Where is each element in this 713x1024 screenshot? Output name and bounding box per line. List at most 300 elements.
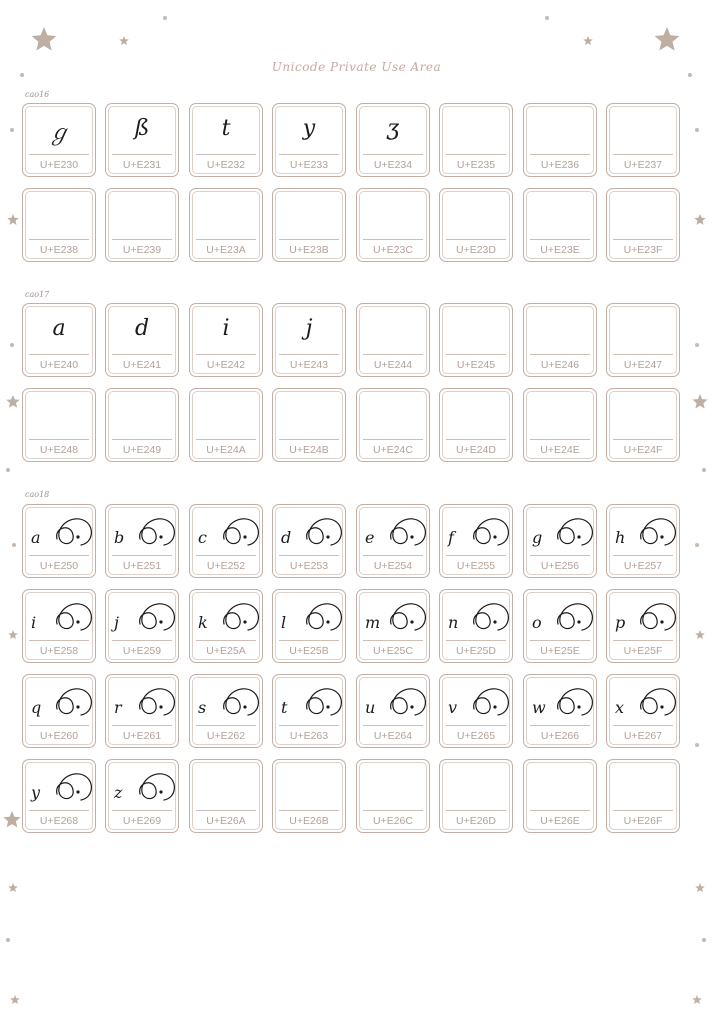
swash-stroke <box>558 604 593 630</box>
swash-stroke <box>474 519 509 545</box>
swash-letter: d <box>281 528 292 547</box>
swash-glyph <box>528 600 594 640</box>
swash-dot <box>577 705 580 708</box>
codepoint-label: U+E258 <box>39 645 79 657</box>
swash-glyph <box>528 515 594 555</box>
codepoint-label: U+E243 <box>289 359 329 371</box>
decor-dot <box>702 938 706 942</box>
star-icon <box>118 35 130 47</box>
glyph-cell[interactable] <box>439 589 513 663</box>
swash-dot <box>326 535 329 538</box>
swash-dot <box>493 620 496 623</box>
swash-glyph <box>277 685 343 725</box>
swash-letter: w <box>532 698 546 717</box>
star-icon <box>691 393 709 411</box>
baseline-divider <box>530 810 590 811</box>
swash-glyph <box>194 685 260 725</box>
swash-stroke <box>641 604 676 630</box>
swash-glyph <box>361 600 427 640</box>
glyph-cell[interactable] <box>272 589 346 663</box>
baseline-divider <box>530 555 590 556</box>
codepoint-label: U+E25B <box>289 645 329 657</box>
glyph-char: ß <box>134 116 150 141</box>
codepoint-label: U+E26B <box>289 815 329 827</box>
swash-stroke <box>391 519 426 545</box>
glyph-cell[interactable] <box>356 759 430 833</box>
swash-letter: r <box>114 698 122 717</box>
codepoint-label: U+E26D <box>456 815 496 827</box>
baseline-divider <box>29 439 89 440</box>
decor-dot <box>6 938 10 942</box>
swash-letter: k <box>198 613 208 632</box>
glyph-cell[interactable] <box>439 759 513 833</box>
codepoint-label: U+E257 <box>623 560 663 572</box>
codepoint-label: U+E256 <box>540 560 580 572</box>
decor-dot <box>6 468 10 472</box>
glyph-char: ʒ <box>386 116 400 141</box>
codepoint-label: U+E231 <box>122 159 162 171</box>
codepoint-label: U+E265 <box>456 730 496 742</box>
baseline-divider <box>530 439 590 440</box>
glyph-cell[interactable] <box>189 674 263 748</box>
codepoint-label: U+E235 <box>456 159 496 171</box>
swash-letter: m <box>365 613 381 632</box>
baseline-divider <box>446 725 506 726</box>
baseline-divider <box>196 439 256 440</box>
swash-dot <box>493 705 496 708</box>
swash-dot <box>76 790 79 793</box>
codepoint-label: U+E259 <box>122 645 162 657</box>
glyph-cell[interactable] <box>105 504 179 578</box>
codepoint-label: U+E26F <box>623 815 663 827</box>
baseline-divider <box>613 439 673 440</box>
glyph-char: d <box>134 316 150 341</box>
swash-stroke <box>140 689 175 715</box>
baseline-divider <box>196 810 256 811</box>
baseline-divider <box>29 555 89 556</box>
baseline-divider <box>29 810 89 811</box>
glyph-cell[interactable] <box>606 759 680 833</box>
glyph-cell[interactable] <box>606 388 680 462</box>
glyph-char: y <box>302 116 316 141</box>
glyph-cell[interactable] <box>606 589 680 663</box>
codepoint-label: U+E24A <box>206 444 246 456</box>
baseline-divider <box>112 810 172 811</box>
swash-letter: u <box>365 698 376 717</box>
star-icon <box>9 994 21 1006</box>
swash-dot <box>159 790 162 793</box>
glyph-cell[interactable] <box>272 674 346 748</box>
glyph-cell[interactable] <box>105 759 179 833</box>
swash-dot <box>243 620 246 623</box>
baseline-divider <box>363 354 423 355</box>
codepoint-label: U+E230 <box>39 159 79 171</box>
page-title: Unicode Private Use Area <box>271 60 442 74</box>
codepoint-label: U+E269 <box>122 815 162 827</box>
baseline-divider <box>530 640 590 641</box>
glyph-cell[interactable] <box>523 674 597 748</box>
decor-dot <box>688 73 692 77</box>
baseline-divider <box>446 154 506 155</box>
baseline-divider <box>446 239 506 240</box>
star-icon <box>691 994 703 1006</box>
codepoint-label: U+E233 <box>289 159 329 171</box>
glyph-cell[interactable] <box>439 303 513 377</box>
baseline-divider <box>530 154 590 155</box>
swash-stroke <box>641 519 676 545</box>
codepoint-label: U+E241 <box>122 359 162 371</box>
glyph-cell[interactable] <box>356 388 430 462</box>
glyph-char: i <box>222 316 230 341</box>
codepoint-label: U+E249 <box>122 444 162 456</box>
glyph-cell[interactable] <box>523 388 597 462</box>
swash-glyph <box>611 515 677 555</box>
glyph-cell[interactable] <box>22 674 96 748</box>
codepoint-label: U+E245 <box>456 359 496 371</box>
swash-dot <box>326 620 329 623</box>
swash-stroke <box>57 519 92 545</box>
glyph-cell[interactable] <box>606 103 680 177</box>
swash-stroke <box>474 689 509 715</box>
swash-stroke <box>224 604 259 630</box>
glyph-cell[interactable] <box>22 388 96 462</box>
baseline-divider <box>29 640 89 641</box>
codepoint-label: U+E25D <box>456 645 496 657</box>
glyph-cell[interactable] <box>22 188 96 262</box>
glyph-cell[interactable] <box>189 589 263 663</box>
baseline-divider <box>363 239 423 240</box>
codepoint-label: U+E247 <box>623 359 663 371</box>
swash-stroke <box>57 689 92 715</box>
baseline-divider <box>29 354 89 355</box>
swash-stroke <box>224 519 259 545</box>
star-icon <box>693 213 707 227</box>
glyph-cell[interactable] <box>189 759 263 833</box>
section-label: cao18 <box>25 490 50 499</box>
decor-dot <box>702 468 706 472</box>
baseline-divider <box>446 810 506 811</box>
glyph-char: t <box>221 116 231 141</box>
baseline-divider <box>112 239 172 240</box>
swash-letter: o <box>532 613 542 632</box>
codepoint-label: U+E23E <box>540 244 580 256</box>
swash-dot <box>159 620 162 623</box>
codepoint-label: U+E266 <box>540 730 580 742</box>
baseline-divider <box>196 555 256 556</box>
codepoint-label: U+E23B <box>289 244 329 256</box>
glyph-cell[interactable] <box>523 589 597 663</box>
swash-stroke <box>391 689 426 715</box>
codepoint-label: U+E248 <box>39 444 79 456</box>
swash-glyph <box>27 685 93 725</box>
baseline-divider <box>279 810 339 811</box>
codepoint-label: U+E26A <box>206 815 246 827</box>
baseline-divider <box>196 154 256 155</box>
glyph-cell[interactable] <box>22 303 96 377</box>
swash-stroke <box>140 519 175 545</box>
glyph-char: ℊ <box>47 121 70 146</box>
swash-stroke <box>57 604 92 630</box>
swash-glyph <box>277 600 343 640</box>
star-icon <box>5 394 21 410</box>
codepoint-label: U+E23A <box>206 244 246 256</box>
swash-letter: j <box>114 613 119 632</box>
swash-letter: a <box>31 528 41 547</box>
codepoint-label: U+E255 <box>456 560 496 572</box>
star-icon <box>694 629 706 641</box>
swash-stroke <box>307 519 342 545</box>
glyph-cell[interactable] <box>105 388 179 462</box>
glyph-cell[interactable] <box>22 759 96 833</box>
swash-glyph <box>444 600 510 640</box>
swash-glyph <box>27 600 93 640</box>
baseline-divider <box>196 725 256 726</box>
swash-dot <box>76 705 79 708</box>
swash-dot <box>660 620 663 623</box>
swash-dot <box>410 705 413 708</box>
swash-letter: s <box>198 698 207 717</box>
glyph-cell[interactable] <box>356 303 430 377</box>
glyph-cell[interactable] <box>105 674 179 748</box>
swash-dot <box>577 620 580 623</box>
swash-glyph <box>277 515 343 555</box>
swash-dot <box>577 535 580 538</box>
swash-glyph <box>611 685 677 725</box>
swash-dot <box>660 535 663 538</box>
swash-letter: y <box>31 783 41 802</box>
codepoint-label: U+E24B <box>289 444 329 456</box>
glyph-cell[interactable] <box>356 103 430 177</box>
codepoint-label: U+E23D <box>456 244 496 256</box>
codepoint-label: U+E244 <box>373 359 413 371</box>
baseline-divider <box>613 239 673 240</box>
baseline-divider <box>279 154 339 155</box>
swash-letter: q <box>31 698 42 717</box>
glyph-cell[interactable] <box>105 589 179 663</box>
glyph-cell[interactable] <box>606 188 680 262</box>
swash-stroke <box>140 604 175 630</box>
swash-glyph <box>110 515 176 555</box>
glyph-cell[interactable] <box>439 103 513 177</box>
codepoint-label: U+E242 <box>206 359 246 371</box>
glyph-cell[interactable] <box>356 674 430 748</box>
glyph-cell[interactable] <box>439 188 513 262</box>
swash-stroke <box>224 689 259 715</box>
swash-stroke <box>307 689 342 715</box>
glyph-cell[interactable] <box>189 103 263 177</box>
glyph-char: a <box>52 316 66 341</box>
codepoint-label: U+E239 <box>122 244 162 256</box>
codepoint-label: U+E232 <box>206 159 246 171</box>
baseline-divider <box>29 154 89 155</box>
baseline-divider <box>363 555 423 556</box>
swash-letter: x <box>615 698 625 717</box>
glyph-cell[interactable] <box>105 188 179 262</box>
glyph-cell[interactable] <box>523 303 597 377</box>
glyph-cell[interactable] <box>189 388 263 462</box>
swash-dot <box>243 705 246 708</box>
swash-dot <box>243 535 246 538</box>
swash-letter: b <box>114 528 125 547</box>
codepoint-label: U+E237 <box>623 159 663 171</box>
glyph-cell[interactable] <box>606 674 680 748</box>
codepoint-label: U+E260 <box>39 730 79 742</box>
glyph-cell[interactable] <box>272 504 346 578</box>
baseline-divider <box>29 239 89 240</box>
swash-letter: h <box>615 528 626 547</box>
glyph-cell[interactable] <box>439 388 513 462</box>
star-icon <box>653 26 681 54</box>
glyph-cell[interactable] <box>189 504 263 578</box>
glyph-cell[interactable] <box>523 759 597 833</box>
baseline-divider <box>363 154 423 155</box>
baseline-divider <box>613 555 673 556</box>
swash-glyph <box>611 600 677 640</box>
section-label: cao17 <box>25 290 50 299</box>
swash-dot <box>76 535 79 538</box>
baseline-divider <box>112 725 172 726</box>
swash-stroke <box>474 604 509 630</box>
swash-dot <box>159 535 162 538</box>
codepoint-label: U+E240 <box>39 359 79 371</box>
decor-dot <box>20 73 24 77</box>
baseline-divider <box>196 354 256 355</box>
codepoint-label: U+E25A <box>206 645 246 657</box>
swash-dot <box>159 705 162 708</box>
swash-dot <box>410 535 413 538</box>
baseline-divider <box>279 354 339 355</box>
glyph-cell[interactable] <box>272 388 346 462</box>
swash-glyph <box>110 600 176 640</box>
swash-glyph <box>361 685 427 725</box>
swash-glyph <box>27 770 93 810</box>
codepoint-label: U+E24D <box>456 444 496 456</box>
baseline-divider <box>196 640 256 641</box>
codepoint-label: U+E26C <box>373 815 413 827</box>
glyph-cell[interactable] <box>22 103 96 177</box>
codepoint-label: U+E246 <box>540 359 580 371</box>
glyph-cell[interactable] <box>272 188 346 262</box>
star-icon <box>7 882 19 894</box>
swash-glyph <box>194 600 260 640</box>
glyph-cell[interactable] <box>356 188 430 262</box>
swash-letter: e <box>365 528 375 547</box>
glyph-cell[interactable] <box>189 188 263 262</box>
swash-stroke <box>641 689 676 715</box>
swash-stroke <box>558 689 593 715</box>
glyph-cell[interactable] <box>272 303 346 377</box>
glyph-cell[interactable] <box>22 589 96 663</box>
swash-letter: z <box>114 783 123 802</box>
glyph-cell[interactable] <box>189 303 263 377</box>
glyph-cell[interactable] <box>439 504 513 578</box>
swash-letter: v <box>448 698 458 717</box>
star-icon <box>694 882 706 894</box>
codepoint-label: U+E264 <box>373 730 413 742</box>
swash-stroke <box>558 519 593 545</box>
glyph-cell[interactable] <box>523 504 597 578</box>
baseline-divider <box>279 239 339 240</box>
glyph-char: j <box>305 316 313 341</box>
codepoint-label: U+E253 <box>289 560 329 572</box>
codepoint-label: U+E268 <box>39 815 79 827</box>
baseline-divider <box>363 725 423 726</box>
glyph-cell[interactable] <box>356 504 430 578</box>
glyph-cell[interactable] <box>356 589 430 663</box>
swash-glyph <box>27 515 93 555</box>
codepoint-label: U+E262 <box>206 730 246 742</box>
codepoint-label: U+E263 <box>289 730 329 742</box>
glyph-cell[interactable] <box>523 188 597 262</box>
glyph-cell[interactable] <box>22 504 96 578</box>
codepoint-label: U+E24C <box>373 444 413 456</box>
codepoint-label: U+E251 <box>122 560 162 572</box>
decor-dot <box>545 16 549 20</box>
codepoint-label: U+E25E <box>540 645 580 657</box>
glyph-cell[interactable] <box>439 674 513 748</box>
swash-glyph <box>444 685 510 725</box>
swash-dot <box>326 705 329 708</box>
section-label: cao16 <box>25 90 50 99</box>
baseline-divider <box>613 725 673 726</box>
codepoint-label: U+E25F <box>623 645 663 657</box>
star-icon <box>30 26 58 54</box>
baseline-divider <box>112 354 172 355</box>
baseline-divider <box>279 640 339 641</box>
decor-dot <box>695 128 699 132</box>
baseline-divider <box>613 354 673 355</box>
codepoint-label: U+E26E <box>540 815 580 827</box>
swash-dot <box>493 535 496 538</box>
swash-letter: l <box>281 613 287 632</box>
codepoint-label: U+E238 <box>39 244 79 256</box>
baseline-divider <box>112 154 172 155</box>
baseline-divider <box>112 439 172 440</box>
swash-glyph <box>110 770 176 810</box>
glyph-cell[interactable] <box>105 303 179 377</box>
baseline-divider <box>446 555 506 556</box>
baseline-divider <box>29 725 89 726</box>
decor-dot <box>695 343 699 347</box>
glyph-cell[interactable] <box>105 103 179 177</box>
glyph-cell[interactable] <box>606 303 680 377</box>
glyph-cell[interactable] <box>272 759 346 833</box>
codepoint-label: U+E23F <box>623 244 663 256</box>
baseline-divider <box>112 555 172 556</box>
glyph-cell[interactable] <box>272 103 346 177</box>
baseline-divider <box>279 725 339 726</box>
decor-dot <box>10 343 14 347</box>
swash-letter: n <box>448 613 459 632</box>
glyph-cell[interactable] <box>523 103 597 177</box>
baseline-divider <box>279 439 339 440</box>
swash-dot <box>410 620 413 623</box>
baseline-divider <box>363 439 423 440</box>
baseline-divider <box>363 810 423 811</box>
swash-letter: p <box>615 613 626 632</box>
glyph-cell[interactable] <box>606 504 680 578</box>
baseline-divider <box>446 439 506 440</box>
star-icon <box>582 35 594 47</box>
star-icon <box>2 810 22 830</box>
swash-stroke <box>140 774 175 800</box>
baseline-divider <box>446 354 506 355</box>
swash-letter: c <box>198 528 207 547</box>
decor-dot <box>10 128 14 132</box>
baseline-divider <box>363 640 423 641</box>
baseline-divider <box>530 354 590 355</box>
swash-dot <box>660 705 663 708</box>
